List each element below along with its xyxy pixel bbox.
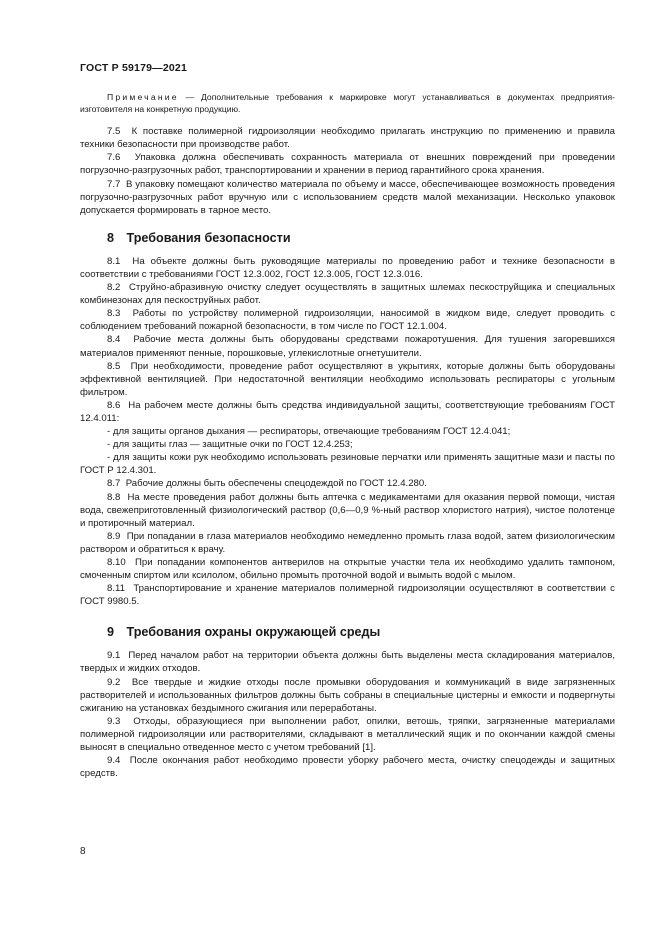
- paragraph-7-7: 7.7 В упаковку помещают количество материала по объему и массе, обеспечивающее возможность проведения погрузочно-разгрузочных работ вручную или с использованием средств малой механизации. Несколько упаковок допускается формировать в тарное место.: [80, 178, 615, 216]
- paragraph-9-3: 9.3 Отходы, образующиеся при выполнении работ, опилки, ветошь, тряпки, загрязненные материалами полимерной гидроизоляции или растворителями, складывают в металлический ящик и по окончании каждой смены выносят в специально отведенное место с учетом требований [1].: [80, 715, 615, 754]
- paragraph-8-11: 8.11 Транспортирование и хранение материалов полимерной гидроизоляции осуществляют в соответствии с ГОСТ 9980.5.: [80, 583, 615, 608]
- page-content: [80, 92, 615, 780]
- paragraph-8-8: 8.8 На месте проведения работ должны быть аптечка с медикаментами для оказания первой помощи, чистая вода, свежеприготовленный физиологический раствор (0,6—0,9 %-ный раствор хлористого натрия), чистое полотенце и протирочный материал.: [80, 491, 615, 529]
- paragraph-8-3: 8.3 Работы по устройству полимерной гидроизоляции, наносимой в жидком виде, следует проводить с соблюдением требований пожарной безопасности, в том числе по ГОСТ 12.1.004.: [80, 308, 615, 333]
- note: [80, 92, 615, 115]
- paragraph-8-9: 8.9 При попадании в глаза материалов необходимо немедленно промыть глаза водой, затем физиологическим раствором и обратиться к врачу.: [80, 530, 615, 555]
- section-8-paragraphs: [80, 255, 615, 609]
- list-item-eyes: - для защиты глаз — защитные очки по ГОСТ 12.4.253;: [107, 439, 353, 451]
- note-label: Примечание: [107, 92, 179, 102]
- paragraph-8-4: 8.4 Рабочие места должны быть оборудованы средствами пожаротушения. Для тушения загоревшихся материалов применяют пенные, порошковые, углекислотные огнетушители.: [80, 334, 615, 359]
- section-8-heading: 8 Требования безопасности: [107, 230, 291, 245]
- paragraph-8-7: 8.7 Рабочие должны быть обеспечены спецодеждой по ГОСТ 12.4.280.: [107, 478, 427, 490]
- page-number: 8: [80, 846, 86, 857]
- list-item-skin: - для защиты кожи рук необходимо использовать резиновые перчатки или применять защитные мази и пасты по ГОСТ Р 12.4.301.: [80, 452, 615, 477]
- document-code: ГОСТ Р 59179—2021: [80, 62, 188, 74]
- paragraph-8-1: 8.1 На объекте должны быть руководящие материалы по проведению работ и технике безопасности в соответствии с требованиями ГОСТ 12.3.002, ГОСТ 12.3.005, ГОСТ 12.3.016.: [80, 255, 615, 280]
- paragraph-8-10: 8.10 При попадании компонентов антверилов на открытые участки тела их необходимо удалить тампоном, смоченным спиртом или ксилолом, обильно промыть проточной водой и вымыть водой с мылом.: [80, 557, 615, 582]
- paragraph-8-6: 8.6 На рабочем месте должны быть средства индивидуальной защиты, соответствующие требованиям ГОСТ 12.4.011:: [80, 399, 615, 424]
- paragraph-7-6: 7.6 Упаковка должна обеспечивать сохранность материала от внешних повреждений при проведении погрузочно-разгрузочных работ, транспортировании и хранении в период гарантийного срока хранения.: [80, 152, 615, 177]
- paragraph-8-2: 8.2 Струйно-абразивную очистку следует осуществлять в защитных шлемах пескоструйщика и специальных комбинезонах для пескоструйных работ.: [80, 282, 615, 307]
- note-text: — Дополнительные требования к маркировке могут устанавливаться в документах предприятия-изготовителя на конкретную продукцию.: [80, 92, 615, 114]
- section-9-paragraphs: [80, 649, 615, 780]
- paragraph-9-4: 9.4 После окончания работ необходимо провести уборку рабочего места, очистку спецодежды и защитных средств.: [80, 755, 615, 780]
- paragraph-9-1: 9.1 Перед началом работ на территории объекта должны быть выделены места складирования материалов, твердых и жидких отходов.: [80, 650, 615, 675]
- section-7-paragraphs: [80, 125, 615, 217]
- paragraph-7-5: 7.5 К поставке полимерной гидроизоляции необходимо прилагать инструкцию по применению и правила техники безопасности при производстве работ.: [80, 126, 616, 151]
- list-item-respiratory: - для защиты органов дыхания — респираторы, отвечающие требованиям ГОСТ 12.4.041;: [107, 426, 511, 438]
- section-9-heading: 9 Требования охраны окружающей среды: [107, 625, 381, 640]
- paragraph-8-5: 8.5 При необходимости, проведение работ осуществляют в укрытиях, которые должны быть оборудованы эффективной вентиляцией. При недостаточной вентиляции необходимо использовать респираторы с угольным фильтром.: [80, 360, 615, 398]
- paragraph-9-2: 9.2 Все твердые и жидкие отходы после промывки оборудования и коммуникаций в виде загрязненных растворителей и использованных фильтров должны быть собраны в специальные цистерны и емкости и подвергнуты сжиганию на установках бездымного сжигания или переработаны.: [80, 676, 615, 714]
